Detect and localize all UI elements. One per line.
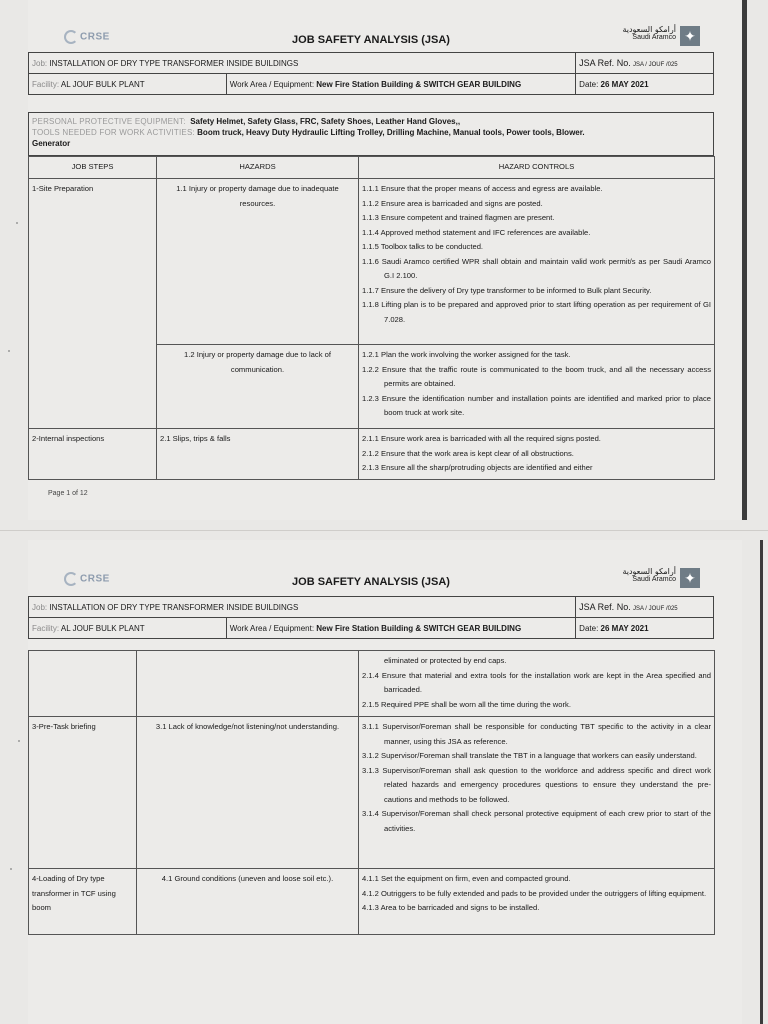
control-item: 1.1.5 Toolbox talks to be conducted. — [362, 242, 484, 251]
aramco-star-icon: ✦ — [680, 26, 700, 46]
jsa-ref-value: JSA / JOUF /025 — [632, 606, 678, 612]
jsa-table — [28, 156, 715, 480]
job-label: Job: — [32, 602, 48, 612]
job-cell — [29, 597, 576, 618]
client-logo-english: Saudi Aramco — [632, 34, 676, 41]
control-item: 4.1.2 Outriggers to be fully extended and pads to be provided under the outriggers of lifting equipment. — [362, 888, 707, 898]
control-item: 3.1.2 Supervisor/Foreman shall translate the TBT in a language that workers can easily understand. — [362, 751, 697, 760]
job-label: Job: — [32, 58, 48, 68]
control-item: 3.1.3 Supervisor/Foreman shall ask question to the workforce and address specific and direct work related hazards and emergency procedures questions to ensure they understand the pre-cautions and methods to be followed. — [362, 765, 711, 804]
control-item: 2.1.2 Ensure that the work area is kept clear of all obstructions. — [362, 448, 574, 458]
page-header — [28, 26, 714, 52]
scan-dot — [18, 740, 20, 742]
controls-cell — [359, 429, 715, 480]
job-step-cell: 2-Internal inspections — [29, 429, 157, 480]
hazard-cell — [137, 651, 359, 717]
controls-cell — [359, 179, 715, 345]
facility-value: AL JOUF BULK PLANT — [60, 623, 145, 633]
work-area-cell — [226, 74, 575, 95]
controls-cell — [359, 345, 715, 429]
col-hazard-controls: HAZARD CONTROLS — [359, 157, 715, 179]
control-item: 4.1.1 Set the equipment on firm, even and compacted ground. — [362, 874, 571, 883]
page-number: Page 1 of 12 — [48, 490, 88, 497]
date-value: 26 MAY 2021 — [600, 623, 649, 633]
scan-edge-right — [742, 0, 747, 520]
controls-cell — [359, 869, 715, 935]
col-hazards: HAZARDS — [157, 157, 359, 179]
work-area-label: Work Area / Equipment: — [229, 623, 315, 633]
ppe-label: PERSONAL PROTECTIVE EQUIPMENT: — [32, 117, 186, 126]
control-item: 4.1.3 Area to be barricaded and signs to be installed. — [362, 903, 540, 912]
date-value: 26 MAY 2021 — [600, 79, 649, 89]
table-row — [29, 717, 715, 869]
company-logo-text: CRSE — [80, 31, 110, 43]
scan-dot — [16, 222, 18, 224]
facility-value: AL JOUF BULK PLANT — [60, 79, 145, 89]
scan-dot — [8, 350, 10, 352]
control-item: 1.1.3 Ensure competent and trained flagmen are present. — [362, 213, 555, 222]
client-logo-arabic: أرامكو السعودية — [622, 25, 676, 34]
page-separator — [0, 530, 768, 531]
work-area-value: New Fire Station Building & SWITCH GEAR BUILDING — [316, 79, 522, 89]
hazard-cell: 4.1 Ground conditions (uneven and loose soil etc.). — [137, 869, 359, 935]
aramco-star-icon: ✦ — [680, 568, 700, 588]
job-step-cell: 1-Site Preparation — [29, 179, 157, 429]
job-step-cell: 4-Loading of Dry type transformer in TCF using boom — [29, 869, 137, 935]
table-row — [29, 179, 715, 345]
table-row — [29, 429, 715, 480]
tools-label: TOOLS NEEDED FOR WORK ACTIVITIES: — [32, 128, 195, 137]
ppe-line — [32, 116, 710, 127]
page-header — [28, 568, 714, 594]
jsa-ref-cell — [576, 597, 714, 618]
page-title: JOB SAFETY ANALYSIS (JSA) — [292, 576, 450, 588]
page-title: JOB SAFETY ANALYSIS (JSA) — [292, 34, 450, 46]
controls-cell — [359, 651, 715, 717]
facility-label: Facility: — [32, 79, 60, 89]
tools-value: Boom truck, Heavy Duty Hydraulic Lifting Trolley, Drilling Machine, Manual tools, Power tools, Blower. — [197, 128, 585, 137]
facility-label: Facility: — [32, 623, 60, 633]
ppe-section — [28, 112, 714, 156]
client-logo-english: Saudi Aramco — [632, 576, 676, 583]
control-item: 1.1.2 Ensure area is barricaded and signs are posted. — [362, 198, 543, 208]
control-item: 1.2.1 Plan the work involving the worker assigned for the task. — [362, 350, 571, 359]
work-area-cell — [226, 618, 575, 639]
scan-edge-right-2 — [760, 540, 763, 1024]
hazard-cell: 1.1 Injury or property damage due to inadequate resources. — [157, 179, 359, 345]
date-label: Date: — [579, 623, 599, 633]
control-item-continued: eliminated or protected by end caps. — [384, 656, 507, 665]
tools-value-continued: Generator — [32, 139, 71, 148]
control-item: 1.1.6 Saudi Aramco certified WPR shall obtain and maintain valid work permit/s as per Saudi Aramco G.I 2.100. — [362, 256, 711, 280]
date-cell — [576, 74, 714, 95]
tools-line — [32, 127, 710, 138]
document-page-1 — [28, 0, 742, 520]
control-item: 2.1.3 Ensure all the sharp/protruding objects are identified and either — [362, 463, 593, 472]
job-step-cell: 3-Pre-Task briefing — [29, 717, 137, 869]
control-item: 1.1.1 Ensure that the proper means of access and egress are available. — [362, 184, 603, 193]
facility-cell — [29, 618, 227, 639]
job-info-table — [28, 596, 714, 639]
jsa-table-continued — [28, 650, 715, 935]
job-value: INSTALLATION OF DRY TYPE TRANSFORMER INSIDE BUILDINGS — [49, 58, 299, 68]
ppe-value: Safety Helmet, Safety Glass, FRC, Safety Shoes, Leather Hand Gloves,, — [190, 117, 461, 126]
hazard-cell: 1.2 Injury or property damage due to lack of communication. — [157, 345, 359, 429]
jsa-ref-label: JSA Ref. No. — [579, 602, 631, 612]
client-logo-arabic: أرامكو السعودية — [622, 567, 676, 576]
jsa-ref-value: JSA / JOUF /025 — [632, 62, 678, 68]
date-label: Date: — [579, 79, 599, 89]
client-logo — [622, 568, 676, 584]
control-item: 1.1.4 Approved method statement and IFC references are available. — [362, 227, 591, 237]
facility-cell — [29, 74, 227, 95]
control-item: 2.1.1 Ensure work area is barricaded with all the required signs posted. — [362, 434, 601, 443]
work-area-label: Work Area / Equipment: — [229, 79, 315, 89]
control-item: 2.1.4 Ensure that material and extra tools for the installation work are kept in the Area specified and barricaded. — [362, 670, 711, 694]
table-row — [29, 869, 715, 935]
job-cell — [29, 53, 576, 74]
control-item: 2.1.5 Required PPE shall be worn all the time during the work. — [362, 699, 571, 709]
document-page-2 — [28, 540, 742, 1024]
hazard-cell: 2.1 Slips, trips & falls — [157, 429, 359, 480]
jsa-ref-cell — [576, 53, 714, 74]
control-item: 1.2.3 Ensure the identification number and installation points are identified and marked prior to place boom truck at work site. — [362, 393, 711, 417]
job-step-cell — [29, 651, 137, 717]
table-header-row — [29, 157, 715, 179]
control-item: 3.1.1 Supervisor/Foreman shall be responsible for conducting TBT specific to the activity in a clear manner, using this JSA as reference. — [362, 722, 711, 746]
hazard-cell: 3.1 Lack of knowledge/not listening/not understanding. — [137, 717, 359, 869]
control-item: 1.1.8 Lifting plan is to be prepared and approved prior to start lifting operation as per requirement of GI 7.028. — [362, 300, 711, 324]
control-item: 3.1.4 Supervisor/Foreman shall check personal protective equipment of each crew prior to start of the activities. — [362, 809, 711, 833]
job-info-table — [28, 52, 714, 95]
work-area-value: New Fire Station Building & SWITCH GEAR BUILDING — [316, 623, 522, 633]
control-item: 1.2.2 Ensure that the traffic route is communicated to the boom truck, and all the necessary access permits are obtained. — [362, 364, 711, 388]
scan-dot — [10, 868, 12, 870]
control-item: 1.1.7 Ensure the delivery of Dry type transformer to be informed to Bulk plant Security. — [362, 285, 652, 295]
job-value: INSTALLATION OF DRY TYPE TRANSFORMER INSIDE BUILDINGS — [49, 602, 299, 612]
company-logo-text: CRSE — [80, 573, 110, 585]
col-job-steps: JOB STEPS — [29, 157, 157, 179]
table-row — [29, 651, 715, 717]
date-cell — [576, 618, 714, 639]
controls-cell — [359, 717, 715, 869]
client-logo — [622, 26, 676, 42]
jsa-ref-label: JSA Ref. No. — [579, 58, 631, 68]
